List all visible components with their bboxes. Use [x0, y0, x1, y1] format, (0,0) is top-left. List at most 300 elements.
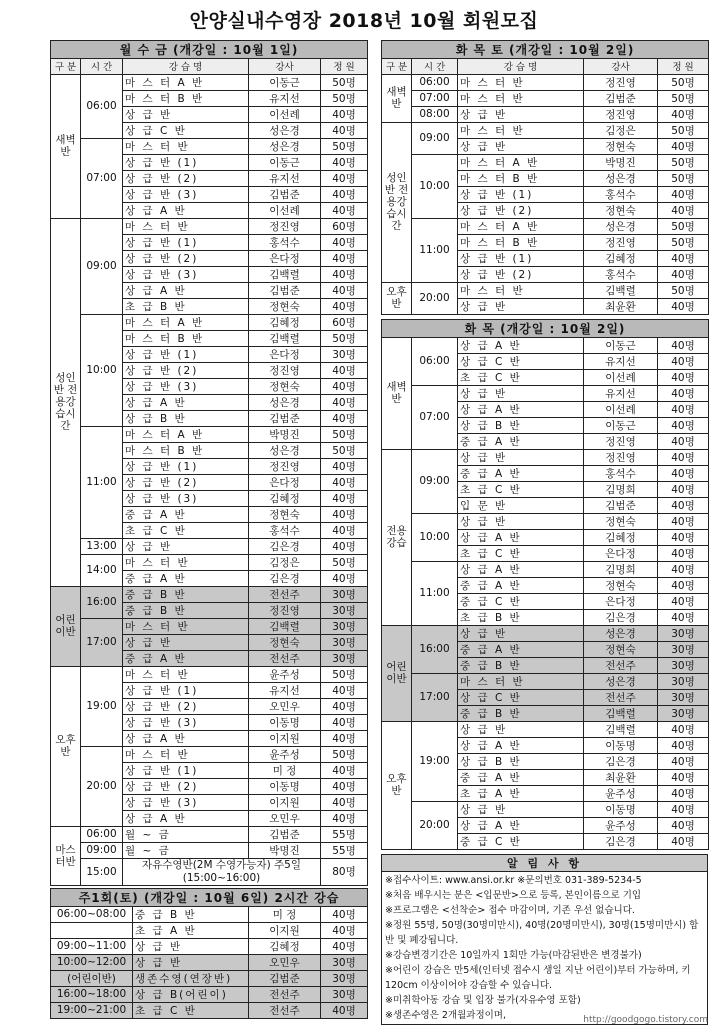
class-row — [51, 426, 368, 442]
time-cell: 08:00 — [412, 106, 458, 122]
time-cell: 06:00 — [412, 74, 458, 90]
capacity: 40명 — [658, 449, 709, 465]
class-name: 상 급 반 — [133, 954, 249, 970]
column-header-row — [51, 59, 368, 75]
class-name: 상 급 반 (3) — [123, 490, 249, 506]
column-header: 시 간 — [412, 59, 458, 75]
instructor: 홍석수 — [249, 234, 321, 250]
instructor: 홍석수 — [584, 266, 658, 282]
notice-item: ※미취학아동 강습 및 입장 불가(자유수영 포함) — [385, 994, 581, 1006]
class-row — [51, 218, 368, 234]
class-name: 중 급 C 반 — [458, 593, 584, 609]
instructor: 김명희 — [584, 561, 658, 577]
class-name: 상 급 C 반 — [458, 689, 584, 705]
instructor: 성은경 — [584, 218, 658, 234]
capacity: 50명 — [658, 90, 709, 106]
class-name: 자유수영반(2M 수영가능자) 주5일(15:00~16:00) — [123, 858, 321, 885]
instructor: 정진영 — [249, 458, 321, 474]
notice-item: ※접수사이트: www.ansi.or.kr ※문의번호 031-389-5234-5 — [385, 874, 642, 886]
class-name: 마 스 터 반 — [123, 746, 249, 762]
capacity: 55명 — [321, 842, 368, 858]
instructor: 은다정 — [584, 593, 658, 609]
saturday-time: 06:00~08:00 — [51, 906, 133, 922]
capacity: 30명 — [658, 705, 709, 721]
capacity: 30명 — [658, 625, 709, 641]
capacity: 40명 — [658, 609, 709, 625]
capacity: 30명 — [321, 970, 368, 986]
capacity: 30명 — [321, 618, 368, 634]
capacity: 40명 — [658, 593, 709, 609]
class-name: 마 스 터 A 반 — [123, 314, 249, 330]
instructor: 정진영 — [584, 449, 658, 465]
class-row — [51, 826, 368, 842]
group-label: 오후반 — [51, 666, 81, 826]
class-name: 초 급 C 반 — [133, 1002, 249, 1018]
instructor: 최윤환 — [584, 769, 658, 785]
class-row — [382, 90, 709, 106]
time-cell: 17:00 — [81, 618, 123, 666]
capacity: 50명 — [321, 442, 368, 458]
group-label: 성인반 전용강습시간 — [382, 122, 412, 282]
capacity: 40명 — [321, 234, 368, 250]
class-name: 상 급 반 — [458, 298, 584, 314]
class-name: 상 급 반 (1) — [123, 682, 249, 698]
class-name: 상 급 A 반 — [458, 561, 584, 577]
class-row — [382, 218, 709, 234]
instructor: 정진영 — [584, 234, 658, 250]
capacity: 40명 — [658, 337, 709, 353]
capacity: 30명 — [658, 689, 709, 705]
saturday-time: 19:00~21:00 — [51, 1002, 133, 1018]
class-name: 상 급 반 — [123, 538, 249, 554]
capacity: 40명 — [658, 529, 709, 545]
class-name: 상 급 반 (1) — [123, 154, 249, 170]
instructor: 정현숙 — [584, 577, 658, 593]
instructor: 김백렬 — [249, 618, 321, 634]
instructor: 성은경 — [249, 122, 321, 138]
instructor: 이선례 — [584, 369, 658, 385]
class-row — [382, 385, 709, 401]
class-name: 마 스 터 반 — [458, 90, 584, 106]
time-cell: 09:00 — [412, 122, 458, 154]
class-name: 상 급 반 (1) — [123, 346, 249, 362]
class-name: 상 급 반 — [458, 721, 584, 737]
capacity: 30명 — [321, 346, 368, 362]
capacity: 40명 — [321, 202, 368, 218]
capacity: 40명 — [658, 721, 709, 737]
section-header-row — [382, 319, 709, 337]
capacity: 40명 — [321, 762, 368, 778]
group-label: 새벽반 — [382, 337, 412, 449]
instructor: 미 정 — [249, 762, 321, 778]
class-name: 초 급 C 반 — [458, 545, 584, 561]
column-header: 정 원 — [658, 59, 709, 75]
capacity: 40명 — [321, 410, 368, 426]
capacity: 40명 — [321, 106, 368, 122]
notice-item: ※처음 배우시는 분은 <입문반>으로 등록, 본인이름으로 기입 — [385, 889, 642, 901]
capacity: 40명 — [321, 250, 368, 266]
capacity: 60명 — [321, 314, 368, 330]
capacity: 40명 — [658, 817, 709, 833]
class-name: 중 급 B 반 — [123, 602, 249, 618]
instructor: 유지선 — [584, 385, 658, 401]
notice-item: ※프로그램은 <선착순> 접수 마감이며, 기존 우선 없습니다. — [385, 904, 635, 916]
instructor: 윤주성 — [249, 666, 321, 682]
class-name: 마 스 터 반 — [123, 618, 249, 634]
class-name: 상 급 A 반 — [123, 202, 249, 218]
instructor: 유지선 — [249, 170, 321, 186]
class-row — [51, 586, 368, 602]
capacity: 80명 — [321, 858, 368, 885]
class-row — [51, 554, 368, 570]
instructor: 성은경 — [249, 138, 321, 154]
capacity: 40명 — [658, 513, 709, 529]
instructor: 이동근 — [584, 337, 658, 353]
class-name: 중 급 A 반 — [458, 433, 584, 449]
class-name: 상 급 반 (2) — [123, 698, 249, 714]
capacity: 40명 — [658, 577, 709, 593]
mwf-table — [50, 40, 368, 886]
instructor: 김범준 — [249, 970, 321, 986]
class-row — [51, 314, 368, 330]
instructor: 정현숙 — [249, 378, 321, 394]
capacity: 40명 — [658, 369, 709, 385]
instructor: 정진영 — [249, 362, 321, 378]
instructor: 김정은 — [584, 122, 658, 138]
capacity: 30명 — [321, 986, 368, 1002]
saturday-row — [51, 1002, 368, 1018]
saturday-row — [51, 954, 368, 970]
notice-title: 알 림 사 항 — [382, 854, 708, 871]
instructor: 이선례 — [249, 202, 321, 218]
page-title: 안양실내수영장 2018년 10월 회원모집 — [189, 10, 539, 32]
instructor: 정진영 — [249, 218, 321, 234]
class-name: 상 급 반 — [458, 106, 584, 122]
instructor: 성은경 — [249, 394, 321, 410]
time-cell: 11:00 — [412, 561, 458, 625]
class-name: 중 급 B 반 — [123, 586, 249, 602]
instructor: 정진영 — [584, 433, 658, 449]
instructor: 이선례 — [584, 401, 658, 417]
class-row — [382, 154, 709, 170]
notice-item: ※생존수영은 2개월과정이며, — [385, 1009, 506, 1021]
class-name: 상 급 반 — [458, 625, 584, 641]
class-name: 마 스 터 반 — [123, 138, 249, 154]
class-name: 초 급 A 반 — [458, 785, 584, 801]
capacity: 40명 — [658, 298, 709, 314]
saturday-row — [51, 906, 368, 922]
saturday-row — [51, 970, 368, 986]
capacity: 50명 — [658, 122, 709, 138]
instructor: 정현숙 — [584, 202, 658, 218]
capacity: 40명 — [658, 401, 709, 417]
class-row — [382, 106, 709, 122]
class-name: 초 급 B 반 — [123, 298, 249, 314]
class-name: 상 급 A 반 — [123, 282, 249, 298]
group-label: 새벽반 — [51, 74, 81, 218]
class-row — [382, 721, 709, 737]
capacity: 40명 — [321, 810, 368, 826]
capacity: 40명 — [321, 298, 368, 314]
class-name: 마 스 터 B 반 — [123, 90, 249, 106]
instructor: 미 정 — [249, 906, 321, 922]
left-schedule — [50, 40, 367, 1019]
instructor: 김백렬 — [249, 330, 321, 346]
capacity: 40명 — [658, 481, 709, 497]
class-name: 상 급 반 — [458, 513, 584, 529]
capacity: 40명 — [321, 362, 368, 378]
instructor: 김혜정 — [584, 529, 658, 545]
saturday-row — [51, 922, 368, 938]
notice-table — [381, 854, 708, 1025]
instructor: 유지선 — [249, 90, 321, 106]
time-cell: 09:00 — [412, 449, 458, 513]
capacity: 40명 — [321, 522, 368, 538]
instructor: 은다정 — [249, 250, 321, 266]
class-name: 상 급 반 — [458, 385, 584, 401]
instructor: 전선주 — [584, 689, 658, 705]
instructor: 김혜정 — [249, 490, 321, 506]
capacity: 40명 — [321, 778, 368, 794]
class-row — [51, 666, 368, 682]
class-name: 생존수영(연장반) — [133, 970, 249, 986]
time-cell: 11:00 — [412, 218, 458, 282]
capacity: 40명 — [658, 769, 709, 785]
class-name: 상 급 반 — [458, 449, 584, 465]
class-name: 상 급 C 반 — [123, 122, 249, 138]
time-cell: 20:00 — [412, 282, 458, 314]
class-name: 마 스 터 반 — [458, 282, 584, 298]
class-name: 상 급 반 — [123, 634, 249, 650]
class-name: 상 급 B 반 — [458, 417, 584, 433]
instructor: 김은경 — [584, 753, 658, 769]
class-name: 상 급 B 반 — [123, 410, 249, 426]
time-cell: 09:00 — [81, 218, 123, 314]
capacity: 40명 — [321, 170, 368, 186]
section-header: 화 목 (개강일 : 10월 2일) — [382, 319, 709, 337]
class-name: 초 급 B 반 — [458, 609, 584, 625]
class-name: 초 급 C 반 — [123, 522, 249, 538]
group-label: 어린이반 — [51, 586, 81, 666]
capacity: 40명 — [321, 474, 368, 490]
group-label: 전용강습 — [382, 449, 412, 625]
time-cell: 19:00 — [81, 666, 123, 746]
class-name: 상 급 A 반 — [458, 529, 584, 545]
instructor: 정현숙 — [249, 298, 321, 314]
class-name: 상 급 반 (2) — [123, 170, 249, 186]
capacity: 40명 — [321, 938, 368, 954]
instructor: 김혜정 — [249, 938, 321, 954]
capacity: 30명 — [321, 954, 368, 970]
saturday-time — [51, 922, 133, 938]
instructor: 정현숙 — [249, 506, 321, 522]
capacity: 40명 — [321, 682, 368, 698]
class-name: 초 급 A 반 — [133, 922, 249, 938]
notice-item: ※강습변경기간은 10일까지 1회만 가능(마감된반은 변경불가) — [385, 949, 642, 961]
capacity: 40명 — [658, 561, 709, 577]
class-name: 상 급 A 반 — [123, 394, 249, 410]
capacity: 40명 — [658, 737, 709, 753]
section-header: 화 목 토 (개강일 : 10월 2일) — [382, 41, 709, 59]
saturday-row — [51, 986, 368, 1002]
class-row — [382, 561, 709, 577]
instructor: 박명진 — [249, 426, 321, 442]
column-header: 구 분 — [51, 59, 81, 75]
capacity: 40명 — [321, 490, 368, 506]
time-cell: 20:00 — [412, 801, 458, 849]
capacity: 50명 — [321, 426, 368, 442]
capacity: 30명 — [321, 586, 368, 602]
instructor: 이동명 — [584, 737, 658, 753]
class-row — [51, 538, 368, 554]
capacity: 55명 — [321, 826, 368, 842]
time-cell: 07:00 — [412, 90, 458, 106]
capacity: 50명 — [321, 554, 368, 570]
instructor: 정현숙 — [249, 634, 321, 650]
instructor: 김백렬 — [584, 705, 658, 721]
instructor: 박명진 — [584, 154, 658, 170]
class-name: 마 스 터 반 — [458, 673, 584, 689]
instructor: 김범준 — [249, 186, 321, 202]
class-row — [382, 74, 709, 90]
class-name: 상 급 A 반 — [458, 737, 584, 753]
class-name: 마 스 터 반 — [458, 74, 584, 90]
class-row — [382, 513, 709, 529]
class-row — [382, 337, 709, 353]
capacity: 40명 — [658, 186, 709, 202]
class-name: 초 급 C 반 — [458, 481, 584, 497]
capacity: 40명 — [321, 698, 368, 714]
instructor: 정현숙 — [584, 138, 658, 154]
class-name: 마 스 터 A 반 — [123, 426, 249, 442]
class-name: 상 급 반 (3) — [123, 714, 249, 730]
class-name: 상 급 반 (3) — [123, 266, 249, 282]
instructor: 김범준 — [584, 90, 658, 106]
class-row — [382, 282, 709, 298]
group-label: 마스터반 — [51, 826, 81, 885]
column-header: 강 습 명 — [458, 59, 584, 75]
instructor: 유지선 — [584, 353, 658, 369]
class-name: 상 급 반 (2) — [123, 362, 249, 378]
capacity: 40명 — [321, 458, 368, 474]
class-row — [382, 625, 709, 641]
class-name: 중 급 C 반 — [458, 833, 584, 849]
time-cell: 09:00 — [81, 842, 123, 858]
instructor: 이지원 — [249, 922, 321, 938]
instructor: 정진영 — [249, 602, 321, 618]
capacity: 50명 — [321, 90, 368, 106]
capacity: 40명 — [321, 922, 368, 938]
capacity: 50명 — [658, 218, 709, 234]
instructor: 김범준 — [249, 826, 321, 842]
time-cell: 07:00 — [412, 385, 458, 449]
capacity: 40명 — [658, 785, 709, 801]
class-name: 상 급 반 (3) — [123, 378, 249, 394]
class-name: 상 급 반 (2) — [458, 202, 584, 218]
capacity: 50명 — [321, 74, 368, 90]
class-name: 상 급 반 (2) — [123, 778, 249, 794]
capacity: 40명 — [321, 570, 368, 586]
class-row — [51, 618, 368, 634]
capacity: 30명 — [658, 673, 709, 689]
capacity: 40명 — [321, 394, 368, 410]
class-row — [51, 746, 368, 762]
instructor: 김은경 — [584, 833, 658, 849]
instructor: 전선주 — [584, 657, 658, 673]
saturday-header-row — [51, 888, 368, 906]
instructor: 유지선 — [249, 682, 321, 698]
class-row — [382, 673, 709, 689]
instructor: 성은경 — [249, 442, 321, 458]
capacity: 50명 — [658, 170, 709, 186]
instructor: 이지원 — [249, 730, 321, 746]
class-row — [51, 138, 368, 154]
notice-title-row — [382, 854, 708, 871]
time-cell: 14:00 — [81, 554, 123, 586]
capacity: 40명 — [321, 122, 368, 138]
class-name: 상 급 반 (1) — [458, 186, 584, 202]
capacity: 40명 — [658, 433, 709, 449]
capacity: 40명 — [658, 753, 709, 769]
instructor: 김범준 — [584, 497, 658, 513]
group-label: 성인반 전용강습시간 — [51, 218, 81, 586]
class-name: 상 급 반 (2) — [458, 266, 584, 282]
instructor: 성은경 — [584, 170, 658, 186]
section-header-row — [51, 41, 368, 59]
instructor: 홍석수 — [584, 186, 658, 202]
class-name: 상 급 C 반 — [458, 353, 584, 369]
saturday-time: (어린이반) — [51, 970, 133, 986]
instructor: 이지원 — [249, 794, 321, 810]
instructor: 김정은 — [249, 554, 321, 570]
column-header: 강 습 명 — [123, 59, 249, 75]
class-name: 마 스 터 반 — [123, 554, 249, 570]
class-name: 마 스 터 A 반 — [123, 74, 249, 90]
time-cell: 16:00 — [412, 625, 458, 673]
class-name: 중 급 A 반 — [458, 577, 584, 593]
instructor: 이동근 — [249, 74, 321, 90]
instructor: 은다정 — [584, 545, 658, 561]
notice-row — [382, 871, 708, 1024]
saturday-time: 16:00~18:00 — [51, 986, 133, 1002]
class-name: 중 급 A 반 — [458, 465, 584, 481]
instructor: 전선주 — [249, 650, 321, 666]
capacity: 40명 — [321, 714, 368, 730]
class-name: 중 급 B 반 — [458, 657, 584, 673]
right-schedule — [381, 40, 708, 1025]
group-label: 어린이반 — [382, 625, 412, 721]
instructor: 김범준 — [249, 282, 321, 298]
class-name: 상 급 반 (2) — [123, 474, 249, 490]
class-name: 상 급 반 — [133, 938, 249, 954]
notice-body — [382, 871, 708, 1024]
saturday-time: 10:00~12:00 — [51, 954, 133, 970]
class-name: 월 ~ 금 — [123, 842, 249, 858]
instructor: 오민우 — [249, 954, 321, 970]
instructor: 윤주성 — [584, 817, 658, 833]
class-name: 상 급 반 (3) — [123, 794, 249, 810]
instructor: 이동명 — [249, 714, 321, 730]
saturday-header: 주1회(토) (개강일 : 10월 6일) 2시간 강습 — [51, 888, 368, 906]
instructor: 김백렬 — [584, 721, 658, 737]
capacity: 30명 — [321, 602, 368, 618]
saturday-row — [51, 938, 368, 954]
capacity: 40명 — [321, 1002, 368, 1018]
instructor: 박명진 — [249, 842, 321, 858]
class-name: 중 급 A 반 — [458, 641, 584, 657]
instructor: 윤주성 — [584, 785, 658, 801]
column-header: 강사 — [584, 59, 658, 75]
